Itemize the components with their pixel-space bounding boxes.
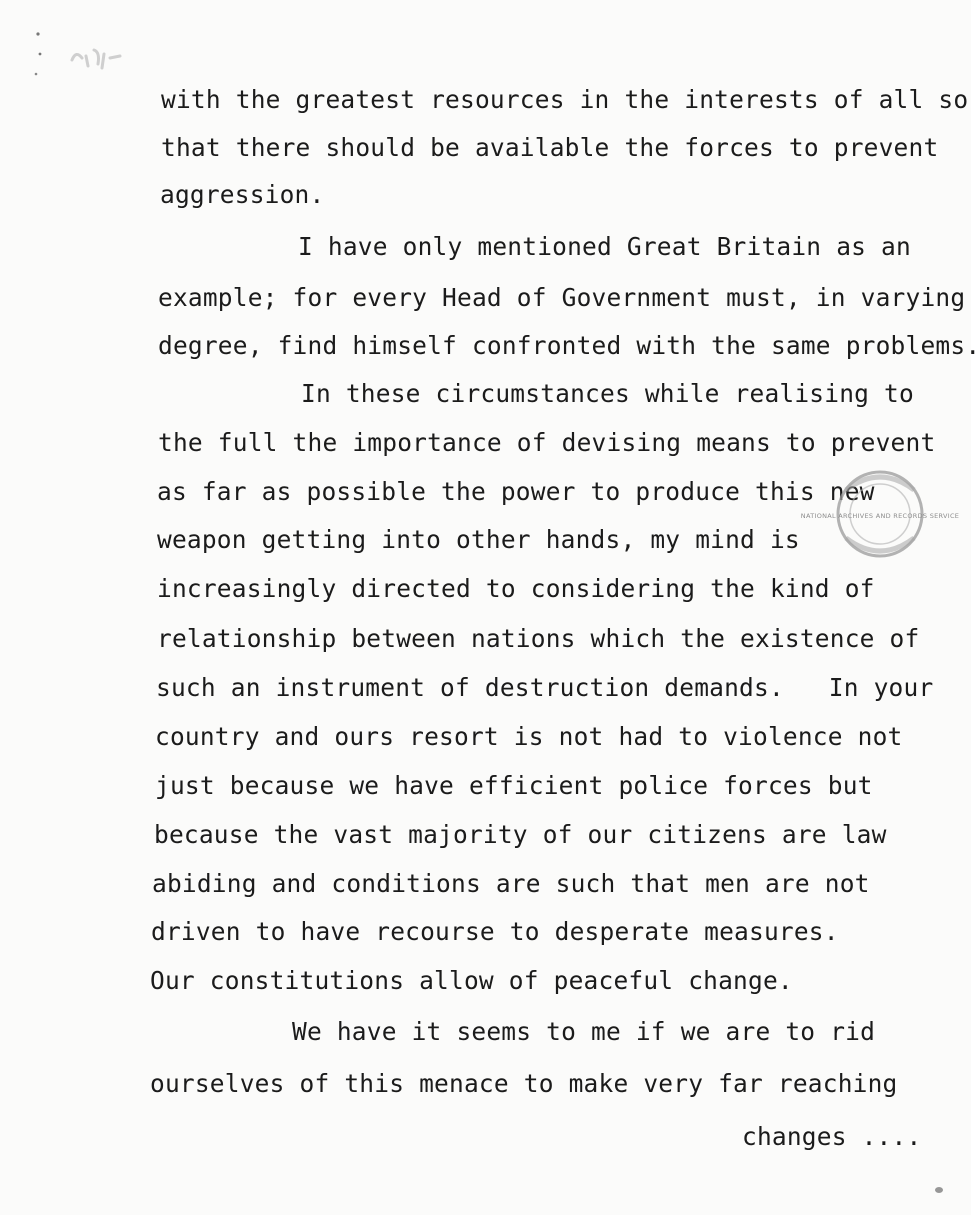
body-line-3: aggression. <box>160 180 325 209</box>
body-line-18: driven to have recourse to desperate measures. <box>151 917 839 946</box>
body-line-7: In these circumstances while realising to <box>301 379 914 408</box>
body-line-19: Our constitutions allow of peaceful change. <box>150 966 793 995</box>
body-line-6: degree, find himself confronted with the same problems. <box>158 331 980 360</box>
body-line-5: example; for every Head of Government must, in varying <box>158 283 966 312</box>
body-line-11: increasingly directed to considering the kind of <box>157 574 875 603</box>
ink-speck <box>935 1187 943 1193</box>
continuation-line: changes .... <box>742 1122 922 1151</box>
stamp-text: NATIONAL ARCHIVES AND RECORDS SERVICE <box>800 512 960 520</box>
archives-stamp <box>800 468 960 560</box>
body-line-21: ourselves of this menace to make very far reaching <box>150 1069 898 1098</box>
body-line-20: We have it seems to me if we are to rid <box>292 1017 876 1046</box>
body-line-8: the full the importance of devising means to prevent <box>158 428 936 457</box>
body-line-16: because the vast majority of our citizens are law <box>154 820 887 849</box>
margin-mark-decoration <box>30 20 140 90</box>
body-line-10: weapon getting into other hands, my mind is <box>157 525 800 554</box>
body-line-2: that there should be available the forces to prevent <box>161 133 939 162</box>
body-line-9: as far as possible the power to produce this new <box>157 477 875 506</box>
body-line-12: relationship between nations which the existence of <box>157 624 920 653</box>
body-line-17: abiding and conditions are such that men are not <box>152 869 870 898</box>
body-line-13: such an instrument of destruction demands. In your <box>156 673 934 702</box>
body-line-15: just because we have efficient police forces but <box>155 771 873 800</box>
body-line-4: I have only mentioned Great Britain as an <box>298 232 911 261</box>
body-line-14: country and ours resort is not had to violence not <box>155 722 903 751</box>
body-line-1: with the greatest resources in the interests of all so <box>161 85 969 114</box>
